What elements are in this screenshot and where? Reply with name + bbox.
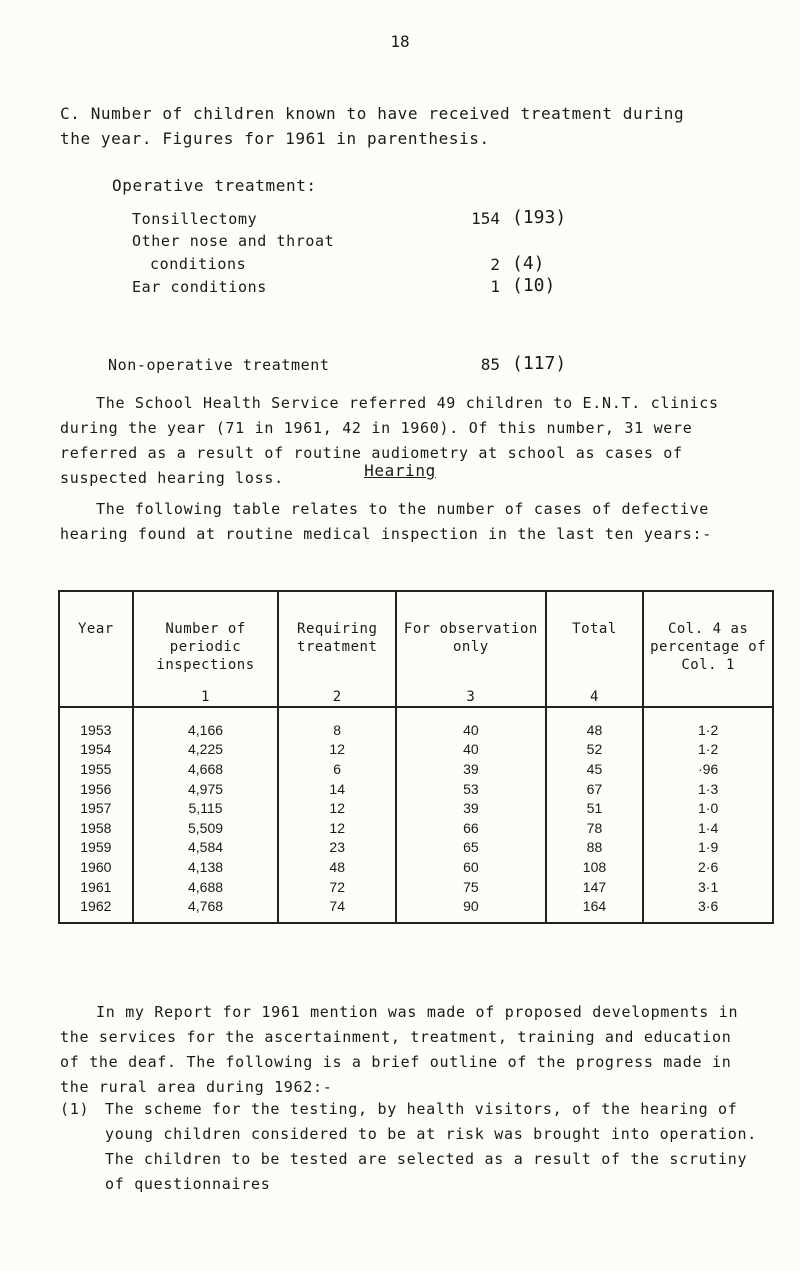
table-cell: 4,975 (133, 779, 279, 799)
table-row (59, 896, 773, 923)
table-cell: 40 (396, 707, 546, 740)
table-cell: 52 (546, 740, 644, 760)
item-marker: (1) (60, 1100, 90, 1118)
table-header-row (59, 591, 773, 707)
table-cell: 4,668 (133, 759, 279, 779)
table-cell: 4,688 (133, 877, 279, 897)
item-text: The scheme for the testing, by health visitors, of the hearing of young children considered to be at risk was brought into operation. The children to be tested are selected as a result of the scrutiny of questionnaires (105, 1100, 757, 1193)
table-cell: 53 (396, 779, 546, 799)
table-cell: 2·6 (643, 857, 773, 877)
hearing-intro: The following table relates to the number of cases of defective hearing found at routine medical inspection in the last ten years:- (60, 500, 712, 543)
table-cell: 1961 (59, 877, 133, 897)
hearing-table (58, 590, 774, 924)
table-cell: 5,115 (133, 798, 279, 818)
table-cell: 51 (546, 798, 644, 818)
non-operative-prev: (117) (512, 353, 567, 374)
operative-count-nose-throat: 2 (490, 255, 500, 274)
section-c-line1: C. Number of children known to have received treatment during (60, 104, 685, 123)
table-row (59, 877, 773, 897)
table-cell: 60 (396, 857, 546, 877)
table-cell: 48 (546, 707, 644, 740)
operative-prev-tonsillectomy: (193) (512, 207, 567, 228)
table-row (59, 857, 773, 877)
table-cell: 48 (278, 857, 396, 877)
table-cell: 72 (278, 877, 396, 897)
table-cell: 1959 (59, 838, 133, 858)
table-cell: 5,509 (133, 818, 279, 838)
table-row (59, 707, 773, 740)
table-row (59, 818, 773, 838)
table-row (59, 759, 773, 779)
operative-count-ear: 1 (490, 277, 500, 296)
table-cell: 65 (396, 838, 546, 858)
page-number: 18 (390, 32, 410, 51)
table-cell: 39 (396, 798, 546, 818)
table-cell: 1958 (59, 818, 133, 838)
header-requiring-treatment: Requiring treatment 2 (278, 591, 396, 707)
table-cell: 1955 (59, 759, 133, 779)
section-c-intro (60, 101, 750, 151)
operative-count-tonsillectomy: 154 (471, 209, 500, 228)
table-cell: 108 (546, 857, 644, 877)
table-cell: 3·6 (643, 896, 773, 923)
referral-paragraph: The School Health Service referred 49 children to E.N.T. clinics during the year (71 in 1961, 42 in 1960). Of this number, 31 were referred as a result of routine audiometry at school as cases of suspected hearing loss. (60, 394, 719, 487)
table-cell: 1953 (59, 707, 133, 740)
table-cell: 1957 (59, 798, 133, 818)
operative-prev-nose-throat: (4) (512, 253, 545, 274)
header-for-observation: For observation only 3 (396, 591, 546, 707)
header-year: Year (59, 591, 133, 707)
table-cell: 8 (278, 707, 396, 740)
table-cell: 4,138 (133, 857, 279, 877)
table-row (59, 838, 773, 858)
table-cell: 88 (546, 838, 644, 858)
header-percentage: Col. 4 as percentage of Col. 1 (643, 591, 773, 707)
table-cell: 40 (396, 740, 546, 760)
header-total: Total 4 (546, 591, 644, 707)
table-cell: 14 (278, 779, 396, 799)
section-c-line2: the year. Figures for 1961 in parenthesis. (60, 129, 490, 148)
operative-heading: Operative treatment: (112, 176, 317, 195)
table-cell: 4,768 (133, 896, 279, 923)
table-cell: 67 (546, 779, 644, 799)
table-cell: 1·2 (643, 740, 773, 760)
table-cell: 90 (396, 896, 546, 923)
hearing-heading: Hearing (364, 461, 436, 480)
non-operative-count: 85 (480, 355, 500, 374)
operative-label-nose-throat: Other nose and throat (132, 232, 335, 250)
table-cell: 4,225 (133, 740, 279, 760)
list-item (60, 1097, 760, 1197)
table-cell: 4,166 (133, 707, 279, 740)
table-row (59, 740, 773, 760)
operative-label-ear: Ear conditions (132, 278, 267, 296)
table-cell: ·96 (643, 759, 773, 779)
operative-label-nose-throat-cont: conditions (150, 255, 247, 273)
table-cell: 23 (278, 838, 396, 858)
table-cell: 12 (278, 818, 396, 838)
table-cell: 6 (278, 759, 396, 779)
table-cell: 1·9 (643, 838, 773, 858)
table-cell: 75 (396, 877, 546, 897)
table-cell: 147 (546, 877, 644, 897)
table-cell: 74 (278, 896, 396, 923)
table-cell: 45 (546, 759, 644, 779)
table-cell: 1960 (59, 857, 133, 877)
operative-label-tonsillectomy: Tonsillectomy (132, 210, 258, 228)
table-cell: 66 (396, 818, 546, 838)
table-row (59, 798, 773, 818)
table-cell: 78 (546, 818, 644, 838)
closing-paragraph: In my Report for 1961 mention was made of proposed developments in the services for the ascertainment, treatment, training and education of the deaf. The following is a brief outline of the progress made in the rural area during 1962:- (60, 1003, 739, 1096)
operative-prev-ear: (10) (512, 275, 556, 296)
table-cell: 1·4 (643, 818, 773, 838)
table-cell: 1956 (59, 779, 133, 799)
table-cell: 12 (278, 798, 396, 818)
table-cell: 1962 (59, 896, 133, 923)
table-cell: 4,584 (133, 838, 279, 858)
table-cell: 3·1 (643, 877, 773, 897)
table-cell: 12 (278, 740, 396, 760)
table-cell: 39 (396, 759, 546, 779)
table-cell: 1·2 (643, 707, 773, 740)
table-cell: 1954 (59, 740, 133, 760)
non-operative-label: Non-operative treatment (108, 356, 330, 374)
table-cell: 1·3 (643, 779, 773, 799)
table-cell: 1·0 (643, 798, 773, 818)
table-row (59, 779, 773, 799)
table-cell: 164 (546, 896, 644, 923)
header-periodic-inspections: Number of periodic inspections 1 (133, 591, 279, 707)
